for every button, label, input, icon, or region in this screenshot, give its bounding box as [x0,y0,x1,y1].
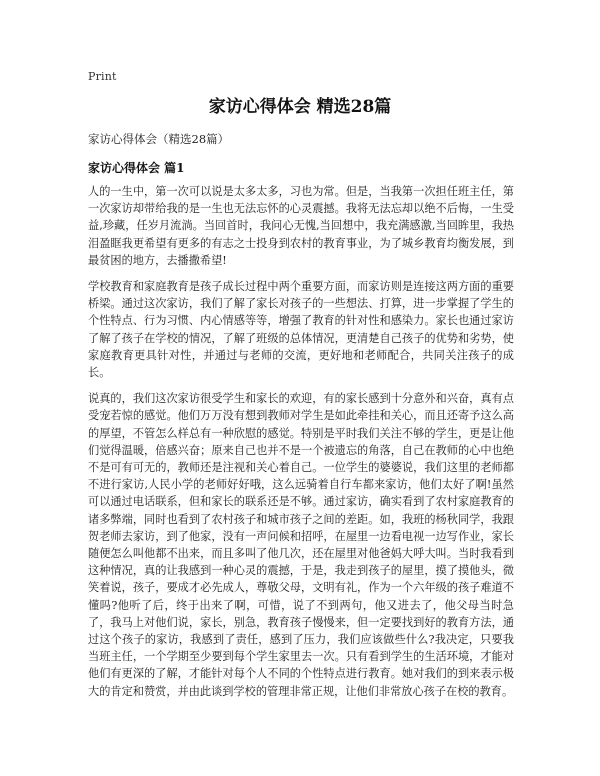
paragraph: 学校教育和家庭教育是孩子成长过程中两个重要方面，而家访则是连接这两方面的重要桥梁。通过这次家访，我们了解了家长对孩子的一些想法、打算，进一步掌握了学生的个性特点、行为习惯、内心情感等等，增强了教育的针对性和感染力。家长也通过家访了解了孩子在学校的情况，了解了班级的总体情况，更清楚自己孩子的优势和劣势，使家庭教育更具针对性，并通过与老师的交流，更好地和老师配合，共同关注孩子的成长。 [88,280,514,380]
document-subtitle: 家访心得体会（精选28篇） [88,132,230,146]
print-label[interactable]: Print [88,70,117,83]
document-body [88,183,514,709]
paragraph: 说真的，我们这次家访很受学生和家长的欢迎，有的家长感到十分意外和兴奋，真有点受宠若惊的感觉。他们万万没有想到教师对学生是如此牵挂和关心，而且还寄予这么高的厚望，不管怎么样总有一种欣慰的感觉。特别是平时我们关注不够的学生，更是让他们觉得温暖，倍感兴奋；原来自己也并不是一个被遗忘的角落，自己在教师的心中也绝不是可有可无的，教师还是注视和关心着自己。一位学生的婆婆说，我们这里的老师都不进行家访,人民小学的老师好好哦，这么远骑着自行车都来家访，他们太好了啊!虽然可以通过电话联系，但和家长的联系还是不够。通过家访，确实看到了农村家庭教育的诸多弊端，同时也看到了农村孩子和城市孩子之间的差距。如，我班的杨秋同学，我跟贺老师去家访，到了他家，没有一声问候和招呼，在屋里一边看电视一边写作业，家长随便怎么叫他都不出来，而且多叫了他几次，还在屋里对他爸妈大呼大叫。当时我看到这种情况，真的让我感到一种心灵的震撼，于是，我走到孩子的屋里，摸了摸他头，微笑着说，孩子，要成才必先成人，尊敬父母，文明有礼，作为一个六年级的孩子难道不懂吗?他听了后，终于出来了啊，可惜，说了不到两句，他又进去了，他父母当时急了，我马上对他们说，家长，别急，教育孩子慢慢来，但一定要找到好的教育方法，通过这个孩子的家访，我感到了责任，感到了压力，我们应该做些什么?我决定，只要我当班主任，一个学期至少要到每个学生家里去一次。只有看到学生的生活环境，才能对他们有更深的了解，才能针对每个人不同的个性特点进行教育。她对我们的到来表示极大的肯定和赞赏，并由此谈到学校的管理非常正规，让他们非常放心孩子在校的教育。 [88,392,514,698]
section-heading: 家访心得体会 篇1 [88,161,185,175]
paragraph: 人的一生中，第一次可以说是太多太多，习也为常。但是，当我第一次担任班主任，第一次家访却带给我的是一生也无法忘怀的心灵震撼。我将无法忘却以绝不后悔，一生受益,珍藏，任岁月流淌。当回首时，我问心无愧,当回想中，我充满感激,当回眸里，我热泪盈眶我更希望有更多的有志之士投身到农村的教育事业，为了城乡教育均衡发展，到最贫困的地方，去播撒希望! [88,185,514,267]
document-title: 家访心得体会 精选28篇 [208,97,392,117]
